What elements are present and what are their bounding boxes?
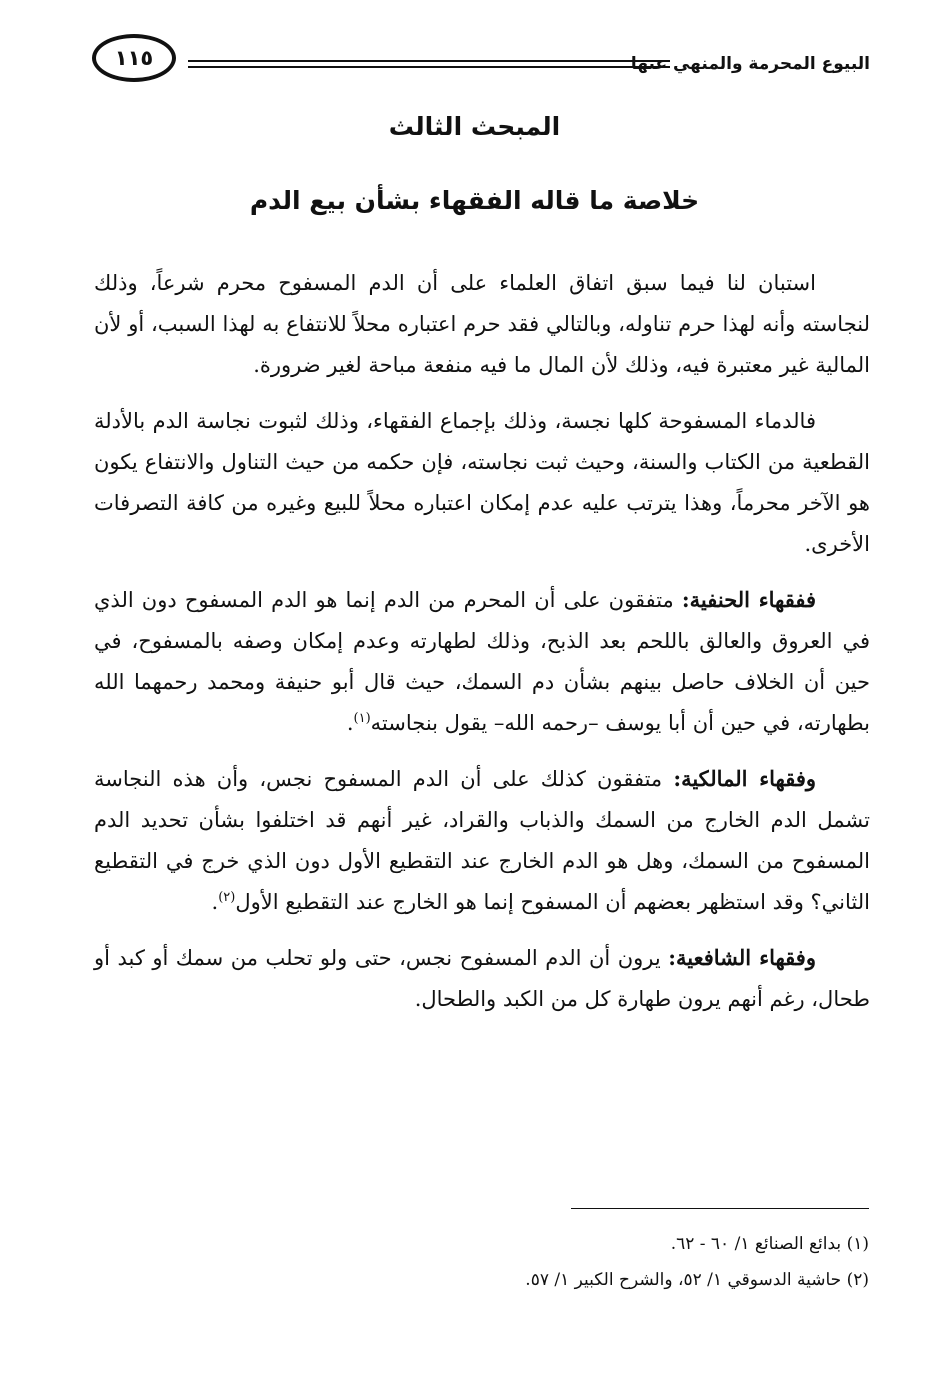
paragraph-tail: . [211, 890, 219, 914]
footnote-reference[interactable]: (١) [353, 711, 371, 726]
paragraph [94, 262, 870, 386]
paragraph [94, 579, 870, 744]
footnote-item: (٢) حاشية الدسوقي ١/ ٥٢، والشرح الكبير ١/ ٥٧. [525, 1270, 869, 1290]
paragraph-text: متفقون على أن المحرم من الدم إنما هو الدم المسفوح دون الذي في العروق والعالق باللحم بعد الذبح، وذلك لطهارته وعدم إمكان وصفه بالمسفوح، في حين أن الخلاف حاصل بينهم بشأن دم السمك، حيث قال أبو حنيفة ومحمد رحمهما الله بطهارته، في حين أن أبا يوسف –رحمه الله– يقول بنجاسته [94, 588, 870, 735]
paragraph [94, 937, 870, 1020]
body-text [94, 262, 870, 1034]
paragraph-lead: ففقهاء الحنفية: [681, 587, 816, 612]
paragraph-lead: وفقهاء المالكية: [673, 766, 816, 791]
paragraph [94, 758, 870, 923]
footnote-reference[interactable]: (٢) [218, 890, 236, 905]
section-label: المبحث الثالث [388, 112, 561, 141]
paragraph-tail: . [346, 711, 354, 735]
header-double-rule [188, 60, 670, 68]
paragraph-lead: وفقهاء الشافعية: [668, 945, 816, 970]
section-title: خلاصة ما قاله الفقهاء بشأن بيع الدم [249, 186, 700, 215]
paragraph-text: متفقون كذلك على أن الدم المسفوح نجس، وأن هذه النجاسة تشمل الدم الخارج من السمك والذباب والقراد، غير أنهم قد اختلفوا بشأن تحديد الدم المسفوح من السمك، وهل هو الدم الخارج عند التقطيع الأول دون الذي خرج في التقطيع الثاني؟ وقد استظهر بعضهم أن المسفوح إنما هو الخارج عند التقطيع الأول [94, 767, 870, 914]
running-title: البيوع المحرمة والمنهي عنها [630, 54, 870, 74]
footnotes [169, 1226, 869, 1298]
footnote-item: (١) بدائع الصنائع ١/ ٦٠ - ٦٢. [670, 1234, 869, 1254]
paragraph [94, 400, 870, 565]
page-number-badge [92, 34, 176, 82]
page-header [92, 34, 870, 90]
page-number: ١١٥ [114, 46, 154, 70]
paragraph-text: يرون أن الدم المسفوح نجس، حتى ولو تحلب من سمك أو كبد أو طحال، رغم أنهم يرون طهارة كل من الكبد والطحال. [94, 946, 870, 1011]
paragraph-text: استبان لنا فيما سبق اتفاق العلماء على أن الدم المسفوح محرم شرعاً، وذلك لنجاسته وأنه لهذا حرم تناوله، وبالتالي فقد حرم اعتباره محلاً للانتفاع به لهذا السبب، أو لأن المالية غير معتبرة فيه، وذلك لأن المال ما فيه منفعة مباحة لغير ضرورة. [94, 271, 870, 377]
footnote-separator [571, 1208, 869, 1209]
paragraph-text: فالدماء المسفوحة كلها نجسة، وذلك بإجماع الفقهاء، وذلك لثبوت نجاسة الدم بالأدلة القطعية من الكتاب والسنة، وحيث ثبت نجاسته، فإن حكمه من حيث التناول والانتفاع يكون هو الآخر محرماً، وهذا يترتب عليه عدم إمكان اعتباره محلاً للبيع وغيره من كافة التصرفات الأخرى. [94, 409, 870, 556]
